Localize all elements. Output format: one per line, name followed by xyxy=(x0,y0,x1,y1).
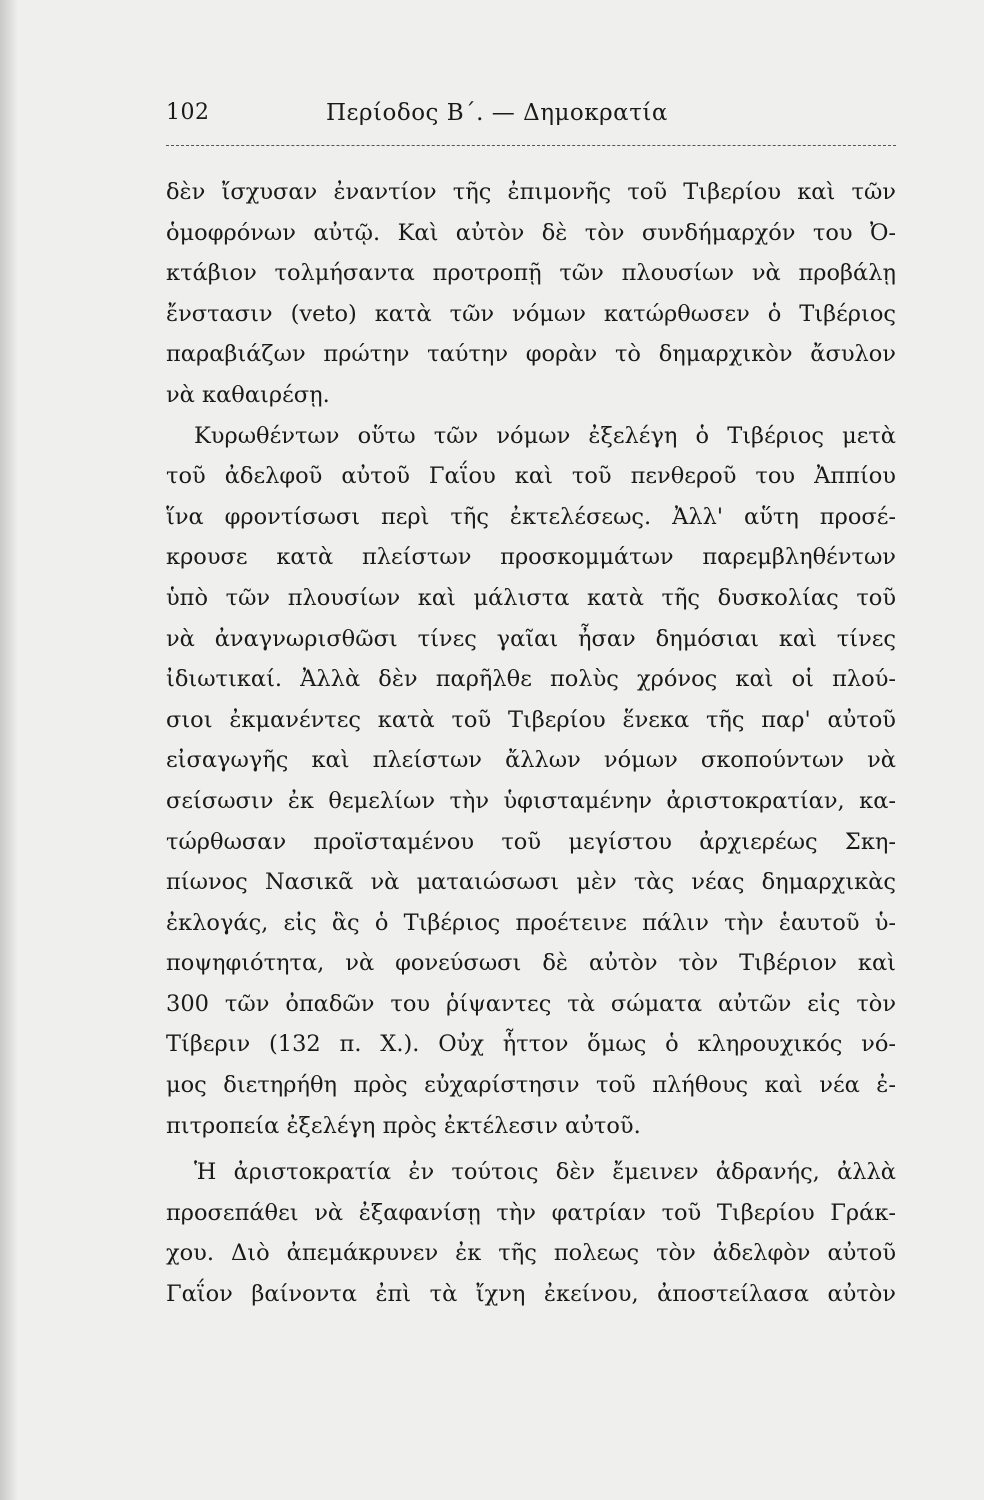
running-title: Περίοδος Β΄. — Δημοκρατία xyxy=(326,100,668,126)
text-line: χου. Διὸ ἀπεμάκρυνεν ἐκ τῆς πολεως τὸν ἀδελφὸν αὐτοῦ xyxy=(166,1240,896,1267)
text-line: πιτροπεία ἐξελέγη πρὸς ἐκτέλεσιν αὐτοῦ. xyxy=(166,1112,641,1139)
text-line: εἰσαγωγῆς καὶ πλείστων ἄλλων νόμων σκοπούντων νὰ xyxy=(166,747,896,774)
text-line: ἰδιωτικαί. Ἀλλὰ δὲν παρῆλθε πολὺς χρόνος καὶ οἱ πλού- xyxy=(166,666,896,693)
text-line: τώρθωσαν προϊσταμένου τοῦ μεγίστου ἀρχιερέως Σκη- xyxy=(166,828,896,855)
text-line: Κυρωθέντων οὕτω τῶν νόμων ἐξελέγη ὁ Τιβέριος μετὰ xyxy=(194,422,896,449)
text-line: σείσωσιν ἐκ θεμελίων τὴν ὑφισταμένην ἀριστοκρατίαν, κα- xyxy=(166,787,896,814)
text-line: σιοι ἐκμανέντες κατὰ τοῦ Τιβερίου ἕνεκα τῆς παρ' αὐτοῦ xyxy=(166,706,896,733)
page-edge-shadow xyxy=(0,0,18,1500)
text-line: Ἡ ἀριστοκρατία ἐν τούτοις δὲν ἔμεινεν ἀδρανής, ἀλλὰ xyxy=(194,1159,896,1186)
text-line: ὑπὸ τῶν πλουσίων καὶ μάλιστα κατὰ τῆς δυσκολίας τοῦ xyxy=(166,584,896,611)
text-line: 300 τῶν ὀπαδῶν του ῥίψαντες τὰ σώματα αὐτῶν εἰς τὸν xyxy=(166,990,896,1017)
text-line: μος διετηρήθη πρὸς εὐχαρίστησιν τοῦ πλήθους καὶ νέα ἐ- xyxy=(166,1072,896,1099)
paragraph-2 xyxy=(166,416,896,1147)
body-text xyxy=(166,172,896,1315)
text-line: δὲν ἴσχυσαν ἐναντίον τῆς ἐπιμονῆς τοῦ Τιβερίου καὶ τῶν xyxy=(166,179,896,205)
text-line: ποψηφιότητα, νὰ φονεύσωσι δὲ αὐτὸν τὸν Τιβέριον καὶ xyxy=(166,950,896,977)
text-line: ἔνστασιν (veto) κατὰ τῶν νόμων κατώρθωσεν ὁ Τιβέριος xyxy=(166,300,896,327)
paragraph-3 xyxy=(166,1152,896,1314)
header-rule xyxy=(166,145,896,146)
text-line: κτάβιον τολμήσαντα προτροπῇ τῶν πλουσίων νὰ προβάλῃ xyxy=(166,260,896,287)
text-line: νὰ ἀναγνωρισθῶσι τίνες γαῖαι ἦσαν δημόσιαι καὶ τίνες xyxy=(166,625,896,652)
page-number: 102 xyxy=(166,100,210,125)
text-line: κρουσε κατὰ πλείστων προσκομμάτων παρεμβληθέντων xyxy=(166,544,896,571)
text-line: ἐκλογάς, εἰς ἃς ὁ Τιβέριος προέτεινε πάλιν τὴν ἑαυτοῦ ὑ- xyxy=(166,909,896,936)
text-line: πίωνος Νασικᾶ νὰ ματαιώσωσι μὲν τὰς νέας δημαρχικὰς xyxy=(166,869,896,896)
text-line: ἵνα φροντίσωσι περὶ τῆς ἐκτελέσεως. Ἀλλ' αὕτη προσέ- xyxy=(166,503,896,530)
text-line: Τίβεριν (132 π. Χ.). Οὐχ ἧττον ὅμως ὁ κληρουχικός νό- xyxy=(166,1031,896,1058)
text-line: τοῦ ἀδελφοῦ αὐτοῦ Γαΐου καὶ τοῦ πενθεροῦ του Ἀππίου xyxy=(166,463,896,490)
text-line: παραβιάζων πρώτην ταύτην φορὰν τὸ δημαρχικὸν ἄσυλον xyxy=(166,341,896,368)
text-line: Γαΐον βαίνοντα ἐπὶ τὰ ἴχνη ἐκείνου, ἀποστείλασα αὐτὸν xyxy=(166,1281,896,1308)
text-line: νὰ καθαιρέσῃ. xyxy=(166,381,330,408)
paragraph-1 xyxy=(166,172,896,416)
page-header xyxy=(166,100,896,134)
text-line: ὁμοφρόνων αὐτῷ. Καὶ αὐτὸν δὲ τὸν συνδήμαρχόν του Ὀ- xyxy=(166,219,896,246)
text-line: προσεπάθει νὰ ἐξαφανίσῃ τὴν φατρίαν τοῦ Τιβερίου Γράκ- xyxy=(166,1199,896,1226)
